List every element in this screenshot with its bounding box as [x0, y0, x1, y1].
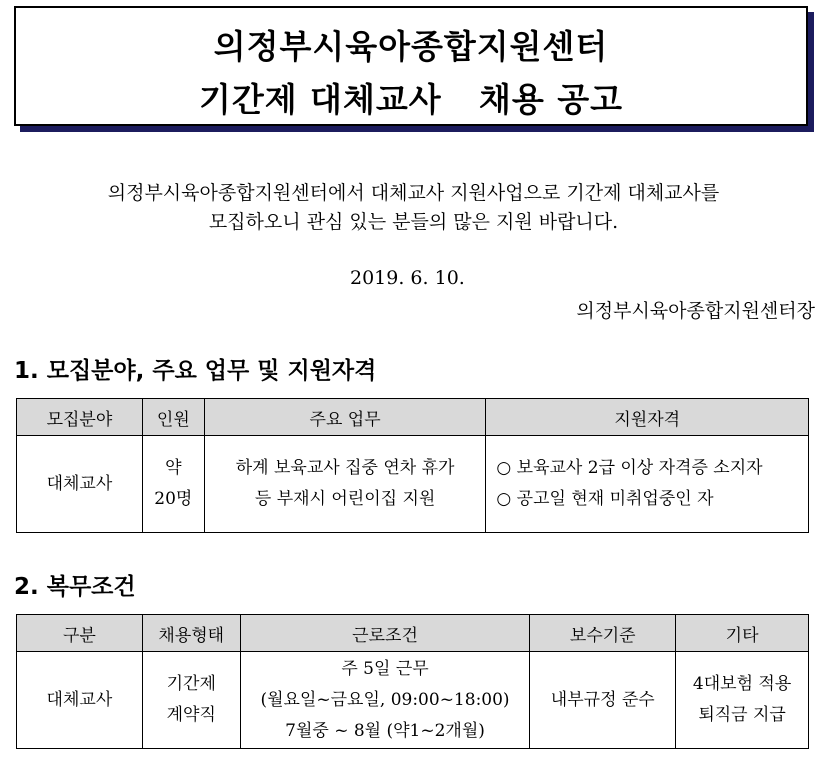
header-duties: 주요 업무: [204, 399, 486, 436]
cell-conditions: [240, 652, 530, 749]
duty-line-1: 하계 보육교사 집중 연차 휴가: [235, 458, 455, 478]
qualification-item: [496, 484, 802, 515]
announcement-date: 2019. 6. 10.: [350, 267, 465, 289]
cell-qualifications: [486, 436, 809, 533]
intro-line-1: 의정부시육아종합지원센터에서 대체교사 지원사업으로 기간제 대체교사를: [107, 182, 720, 204]
count-line-1: 약: [165, 458, 182, 478]
qualification-2: 공고일 현재 미취업중인 자: [516, 489, 714, 509]
circle-bullet-icon: ○: [496, 489, 512, 509]
condition-line-3: 7월중 ~ 8월 (약1~2개월): [285, 720, 485, 741]
conditions-table: [16, 614, 809, 749]
header-qualifications: 지원자격: [486, 399, 809, 436]
cell-etc: [676, 652, 809, 749]
cell-employment: [142, 652, 240, 749]
cell-duties: [204, 436, 486, 533]
header-type: 구분: [17, 615, 143, 652]
header-employment: 채용형태: [142, 615, 240, 652]
circle-bullet-icon: ○: [496, 458, 512, 478]
header-pay: 보수기준: [530, 615, 676, 652]
duty-line-2: 등 부재시 어린이집 지원: [254, 489, 436, 509]
header-conditions: 근로조건: [240, 615, 530, 652]
section-1-title: 1. 모집분야, 주요 업무 및 지원자격: [14, 358, 377, 384]
cell-pay: 내부규정 준수: [530, 652, 676, 749]
signer: 의정부시육아종합지원센터장: [576, 300, 815, 322]
etc-line-1: 4대보험 적용: [692, 674, 792, 694]
header-field: 모집분야: [17, 399, 143, 436]
condition-line-1: 주 5일 근무: [341, 658, 429, 679]
employment-line-1: 기간제: [166, 674, 216, 694]
page-subtitle: 기간제 대체교사 채용 공고: [198, 80, 624, 119]
recruitment-table: [16, 398, 809, 533]
condition-line-2: (월요일~금요일, 09:00~18:00): [260, 689, 510, 710]
title-box: [14, 6, 808, 126]
header-etc: 기타: [676, 615, 809, 652]
qualification-item: [496, 453, 802, 484]
table-row: [17, 436, 809, 533]
table-header-row: [17, 615, 809, 652]
header-count: 인원: [142, 399, 204, 436]
etc-line-2: 퇴직금 지급: [698, 705, 786, 725]
intro-line-2: 모집하오니 관심 있는 분들의 많은 지원 바랍니다.: [208, 211, 619, 233]
cell-count: [142, 436, 204, 533]
page-title: 의정부시육아종합지원센터: [213, 27, 609, 66]
count-line-2: 20명: [154, 489, 193, 509]
cell-type: 대체교사: [17, 652, 143, 749]
qualification-1: 보육교사 2급 이상 자격증 소지자: [516, 458, 763, 478]
table-row: [17, 652, 809, 749]
employment-line-2: 계약직: [166, 705, 216, 725]
section-2-title: 2. 복무조건: [14, 574, 136, 600]
cell-field: 대체교사: [17, 436, 143, 533]
table-header-row: [17, 399, 809, 436]
